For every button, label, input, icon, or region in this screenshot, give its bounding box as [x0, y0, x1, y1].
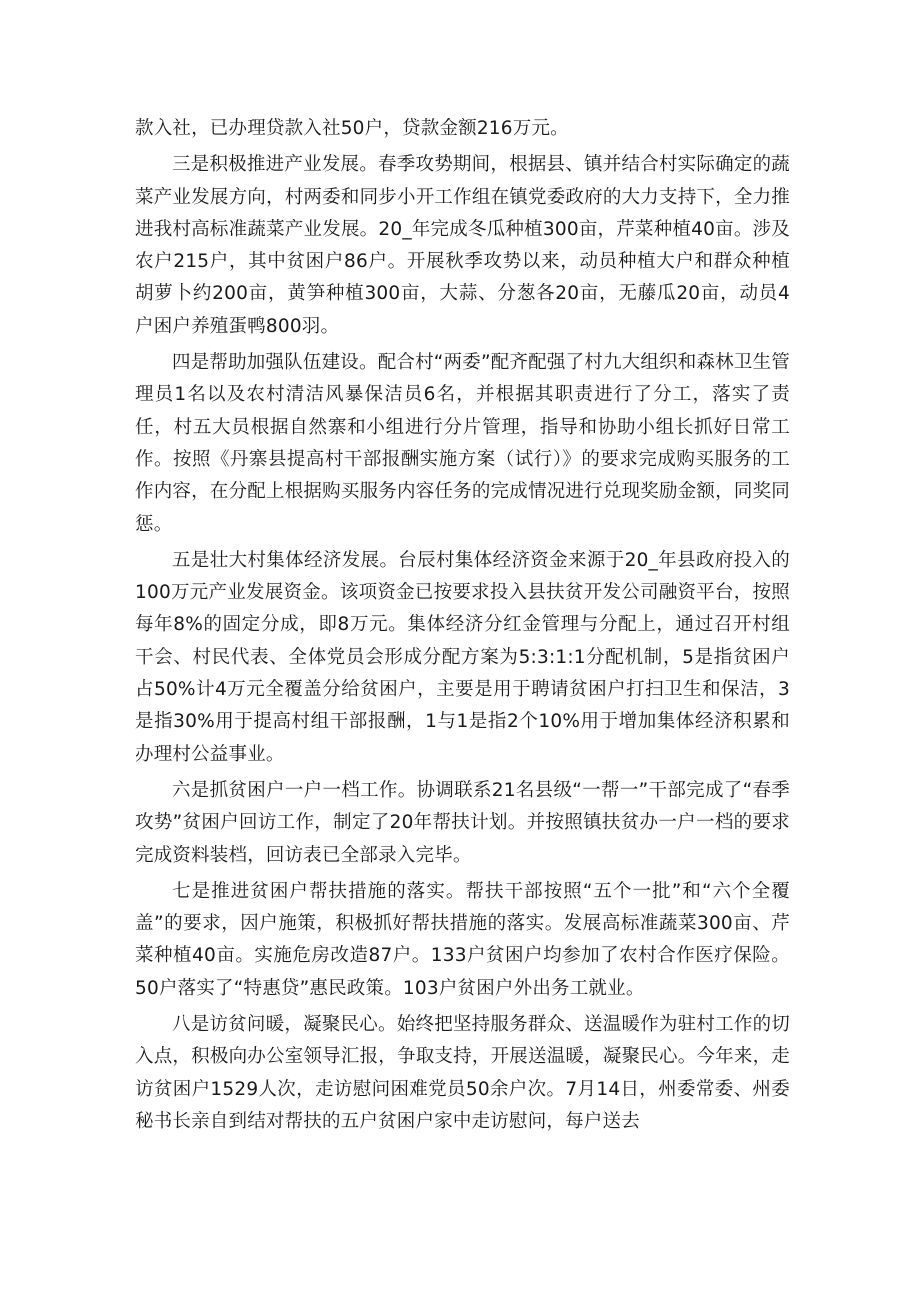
paragraph-industry-development: 三是积极推进产业发展。春季攻势期间，根据县、镇并结合村实际确定的蔬菜产业发展方向，村两委和同步小开工作组在镇党委政府的大力支持下，全力推进我村高标准蔬菜产业发展。20_年完成冬瓜种植300亩，芹菜种植40亩。涉及农户215户，其中贫困户86户。开展秋季攻势以来，动员种植大户和群众种植胡萝卜约200亩，黄笋种植300亩，大蒜、分葱各20亩，无藤瓜20亩，动员4户困户养殖蛋鸭800羽。 [135, 154, 790, 337]
paragraph-assistance-measures: 七是推进贫困户帮扶措施的落实。帮扶干部按照“五个一批”和“六个全覆盖”的要求，因户施策，积极抓好帮扶措施的落实。发展高标准蔬菜300亩、芹菜种植40亩。实施危房改造87户。133户贫困户均参加了农村合作医疗保险。50户落实了“特惠贷”惠民政策。103户贫困户外出务工就业。 [135, 880, 790, 999]
paragraph-household-files: 六是抓贫困户一户一档工作。协调联系21名县级“一帮一”干部完成了“春季攻势”贫困户回访工作，制定了20年帮扶计划。并按照镇扶贫办一户一档的要求完成资料装档，回访表已全部录入完毕。 [135, 779, 790, 866]
paragraph-visits: 八是访贫问暖，凝聚民心。始终把坚持服务群众、送温暖作为驻村工作的切入点，积极向办公室领导汇报，争取支持，开展送温暖，凝聚民心。今年来，走访贫困户1529人次，走访慰问困难党员50余户次。7月14日，州委常委、州委秘书长亲自到结对帮扶的五户贫困户家中走访慰问，每户送去 [135, 1014, 790, 1132]
paragraph-collective-economy: 五是壮大村集体经济发展。台辰村集体经济资金来源于20_年县政府投入的100万元产业发展资金。该项资金已按要求投入县扶贫开发公司融资平台，按照每年8%的固定分成，即8万元。集体经济分红金管理与分配上，通过召开村组干会、村民代表、全体党员会形成分配方案为5:3:1:1分配机制，5是指贫困户占50%计4万元全覆盖分给贫困户，主要是用于聘请贫困户打扫卫生和保洁，3是指30%用于提高村组干部报酬，1与1是指2个10%用于增加集体经济积累和办理村公益事业。 [135, 549, 790, 765]
paragraph-team-building: 四是帮助加强队伍建设。配合村“两委”配齐配强了村九大组织和森林卫生管理员1名以及农村清洁风暴保洁员6名，并根据其职责进行了分工，落实了责任，村五大员根据自然寨和小组进行分片管理，指导和协助小组长抓好日常工作。按照《丹寨县提高村干部报酬实施方案（试行）》的要求完成购买服务的工作内容，在分配上根据购买服务内容任务的完成情况进行兑现奖励金额，同奖同惩。 [135, 352, 790, 535]
document-page [135, 113, 790, 1142]
paragraph-continuation: 款入社，已办理贷款入社50户，贷款金额216万元。 [135, 118, 569, 139]
